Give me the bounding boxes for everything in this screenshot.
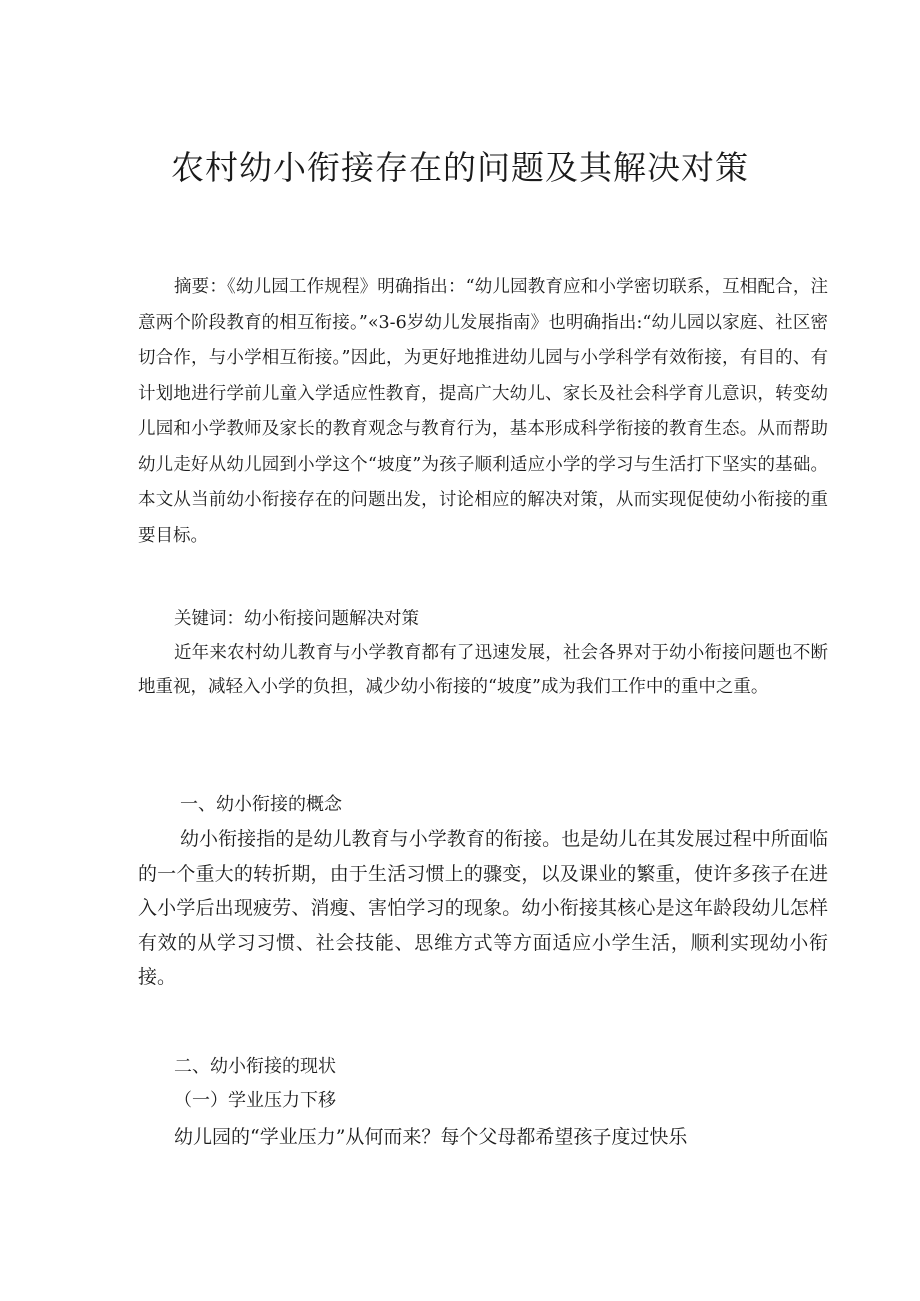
section2-heading: 二、幼小衔接的现状: [174, 1056, 336, 1077]
section2-subheading: （一）学业压力下移: [174, 1090, 336, 1111]
abstract-paragraph: 摘要：《幼儿园工作规程》明确指出：“幼儿园教育应和小学密切联系，互相配合，注意两个阶段教育的相互衔接。”«3-6岁幼儿发展指南》也明确指出:“幼儿园以家庭、社区密切合作，与小学相互衔接。”因此，为更好地推进幼儿园与小学科学有效衔接，有目的、有计划地进行学前儿童入学适应性教育，提高广大幼儿、家长及社会科学育儿意识，转变幼儿园和小学教师及家长的教育观念与教育行为，基本形成科学衔接的教育生态。从而帮助幼儿走好从幼儿园到小学这个“坡度”为孩子顺利适应小学的学习与生活打下坚实的基础。本文从当前幼小衔接存在的问题出发，讨论相应的解决对策，从而实现促使幼小衔接的重要目标。: [138, 277, 828, 546]
section1-heading: 一、幼小衔接的概念: [180, 794, 342, 815]
section2-paragraph: 幼儿园的“学业压力”从何而来？每个父母都希望孩子度过快乐: [174, 1126, 688, 1148]
section1-paragraph: 幼小衔接指的是幼儿教育与小学教育的衔接。也是幼儿在其发展过程中所面临的一个重大的转折期，由于生活习惯上的骤变，以及课业的繁重，使许多孩子在进入小学后出现疲劳、消瘦、害怕学习的现象。幼小衔接其核心是这年龄段幼儿怎样有效的从学习习惯、社会技能、思维方式等方面适应小学生活，顺利实现幼小衔接。: [138, 828, 828, 988]
document-title: 农村幼小衔接存在的问题及其解决对策: [171, 148, 749, 187]
intro-paragraph: 近年来农村幼儿教育与小学教育都有了迅速发展，社会各界对于幼小衔接问题也不断地重视，减轻入小学的负担，减少幼小衔接的“坡度”成为我们工作中的重中之重。: [138, 643, 828, 697]
keywords-line: 关键词：幼小衔接问题解决对策: [174, 609, 419, 629]
